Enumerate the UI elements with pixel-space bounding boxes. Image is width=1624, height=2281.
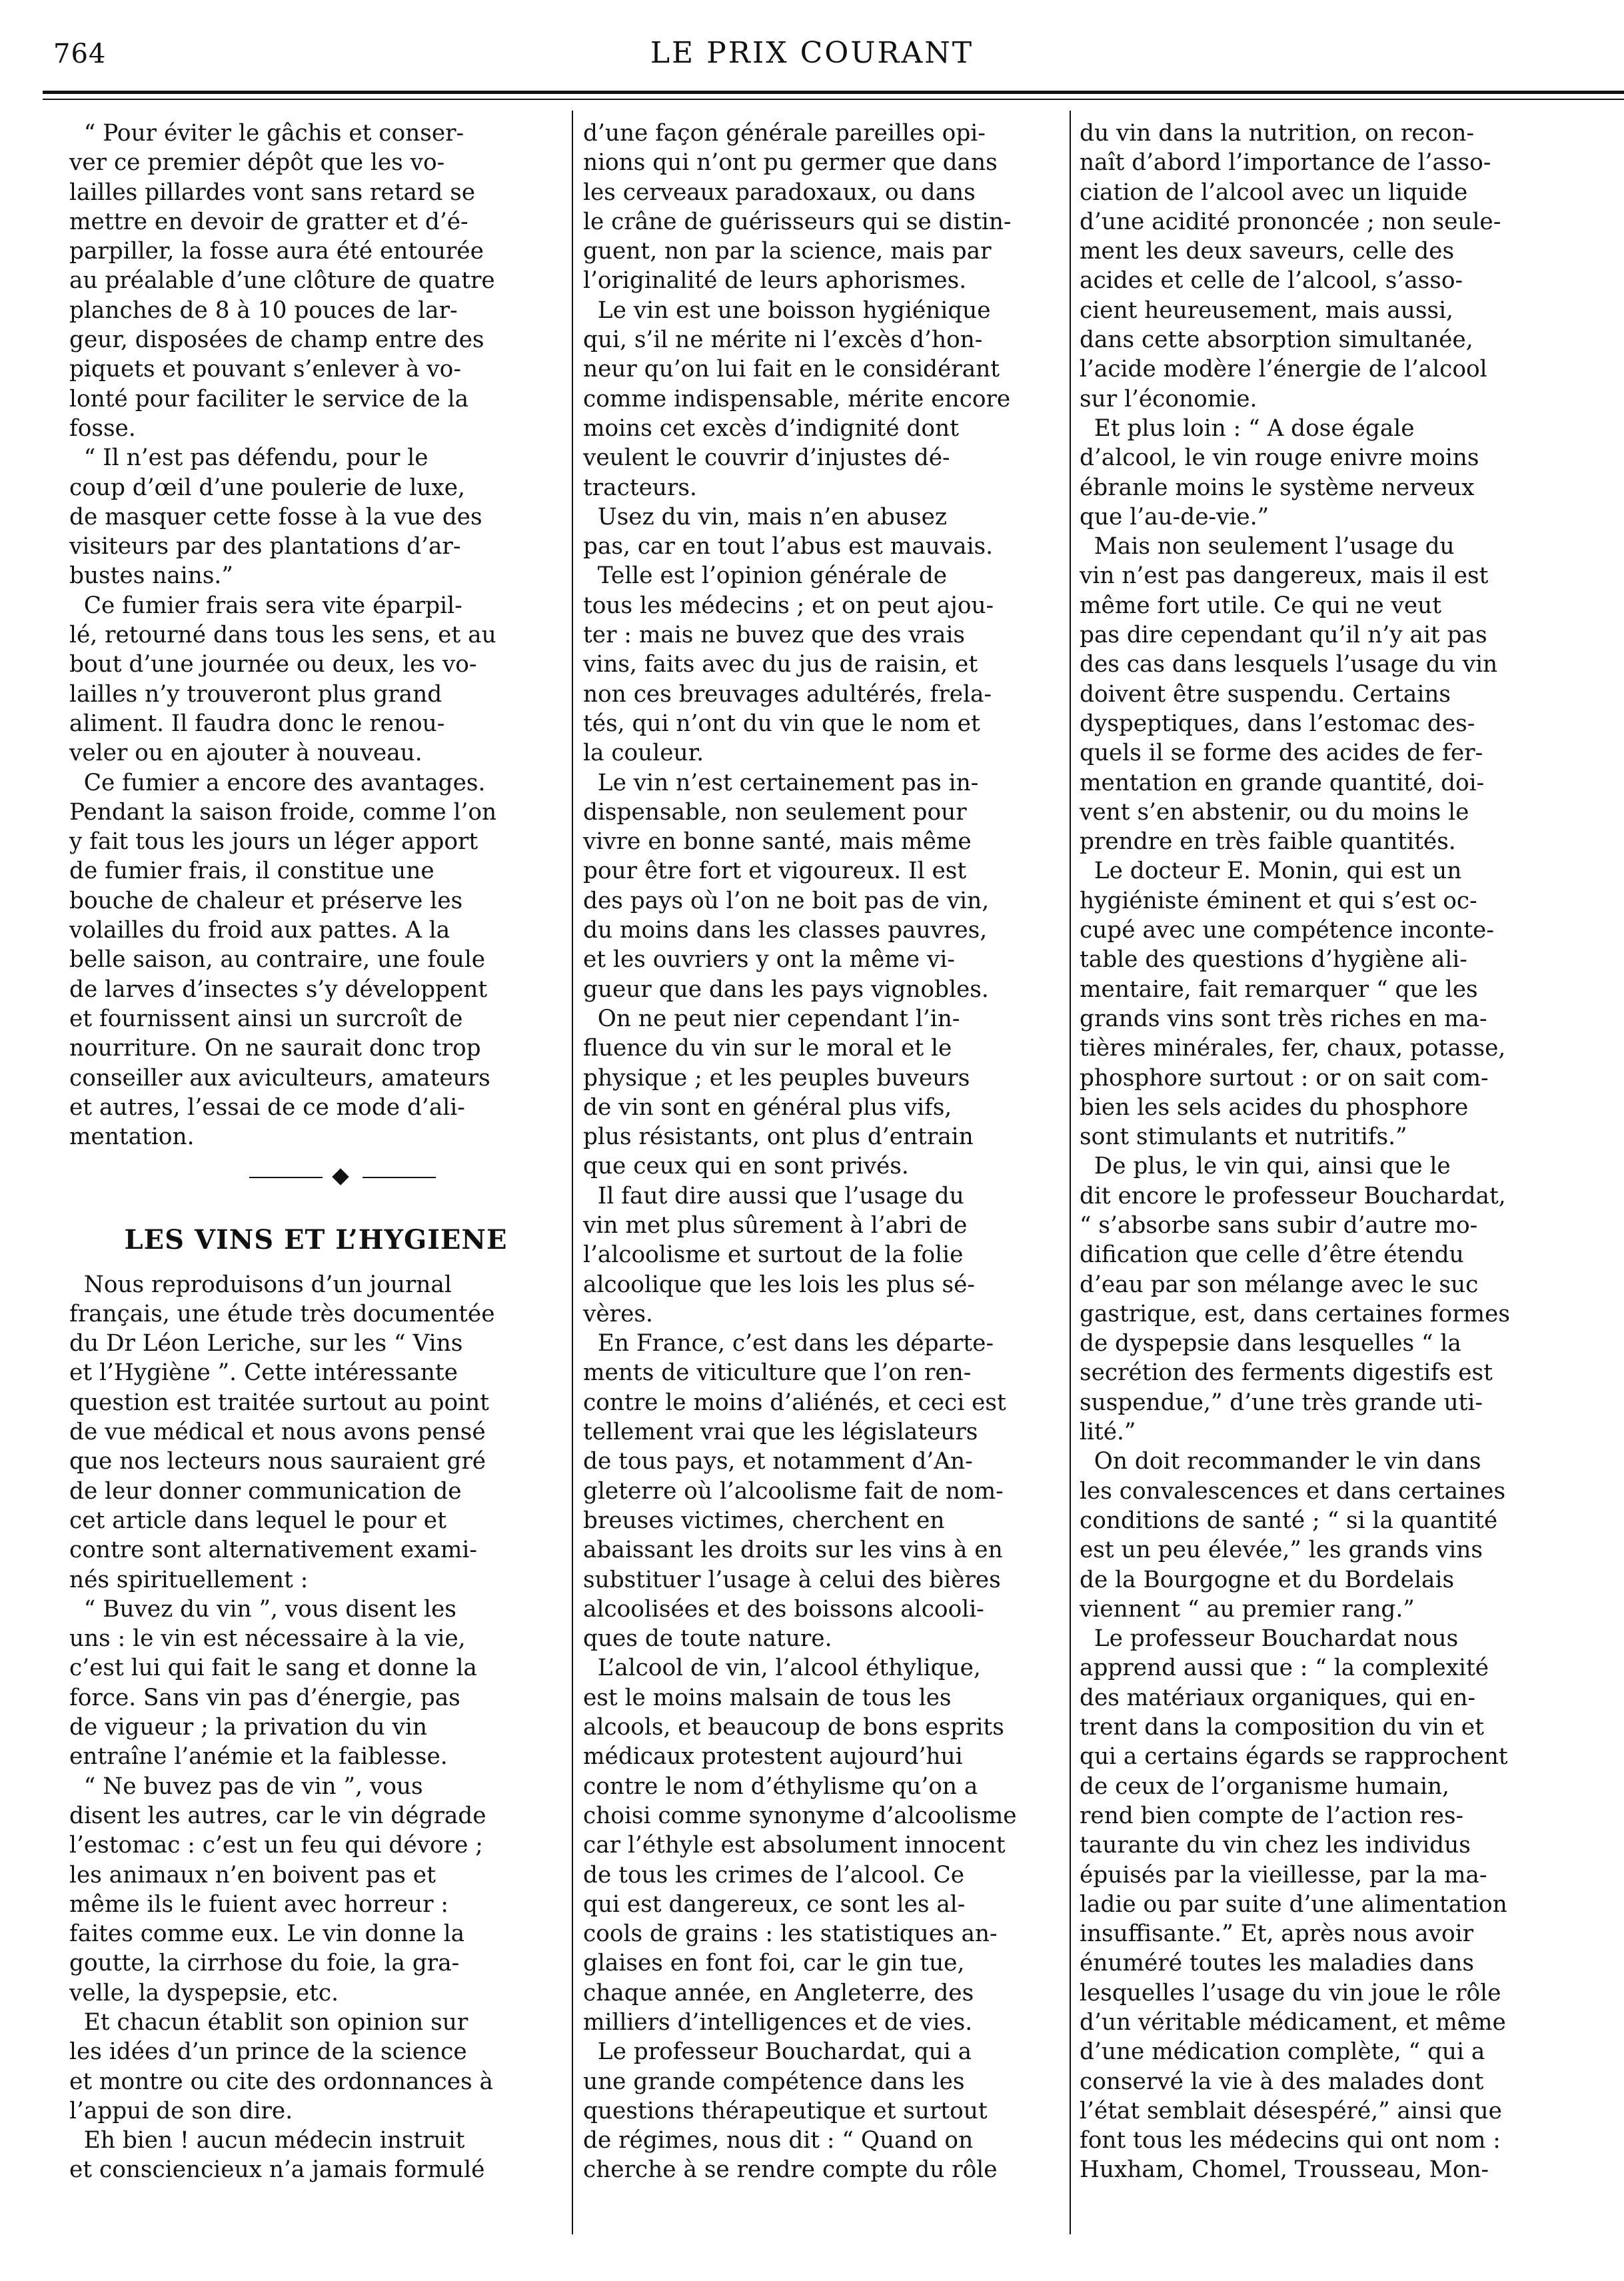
text-line: question est traitée surtout au point <box>69 1389 489 1416</box>
text-line: Le vin est une boisson hygiénique <box>583 297 991 324</box>
text-line: Il faut dire aussi que l’usage du <box>583 1182 964 1209</box>
text-line: sont stimulants et nutritifs.” <box>1080 1124 1407 1151</box>
text-line: naît d’abord l’importance de l’asso- <box>1080 149 1491 177</box>
text-line: table des questions d’hygiène ali- <box>1080 946 1467 974</box>
text-line: vivre en bonne santé, mais même <box>583 828 972 856</box>
column-divider <box>1070 111 1071 2234</box>
text-line: que nos lecteurs nous sauraient gré <box>69 1448 486 1475</box>
text-line: Ce fumier frais sera vite éparpil- <box>69 592 462 619</box>
text-line: les idées d’un prince de la science <box>69 2038 467 2066</box>
text-line: pas dire cependant qu’il n’y ait pas <box>1080 622 1487 649</box>
text-line: l’alcoolisme et surtout de la folie <box>583 1241 964 1269</box>
text-line: de régimes, nous dit : “ Quand on <box>583 2127 974 2154</box>
text-line: lesquelles l’usage du vin joue le rôle <box>1080 1979 1501 2006</box>
text-line: les animaux n’en boivent pas et <box>69 1861 436 1889</box>
text-line: substituer l’usage à celui des bières <box>583 1566 1001 1593</box>
text-line: alcoolisées et des boissons alcooli- <box>583 1595 984 1623</box>
text-line: bouche de chaleur et préserve les <box>69 887 463 914</box>
page-header <box>0 0 1624 120</box>
text-line: la couleur. <box>583 740 704 767</box>
text-line: physique ; et les peuples buveurs <box>583 1064 970 1092</box>
text-line: cools de grains : les statistiques an- <box>583 1920 998 1948</box>
text-line: d’un véritable médicament, et même <box>1080 2009 1506 2036</box>
text-line: les convalescences et dans certaines <box>1080 1477 1506 1505</box>
text-line: c’est lui qui fait le sang et donne la <box>69 1655 477 1682</box>
text-line: mentaire, fait remarquer “ que les <box>1080 976 1478 1003</box>
ornament-diamond <box>332 1169 349 1185</box>
text-line: ver ce premier dépôt que les vo- <box>69 149 445 177</box>
text-line: bien les sels acides du phosphore <box>1080 1094 1469 1121</box>
section-ornament <box>69 1151 562 1211</box>
text-line: de vigueur ; la privation du vin <box>69 1714 427 1741</box>
text-line: uns : le vin est nécessaire à la vie, <box>69 1625 466 1653</box>
text-line: Et chacun établit son opinion sur <box>69 2009 468 2036</box>
text-line: veler ou en ajouter à nouveau. <box>69 740 422 767</box>
text-line: alcools, et beaucoup de bons esprits <box>583 1714 1004 1741</box>
text-line: est le moins malsain de tous les <box>583 1684 952 1711</box>
text-line: L’alcool de vin, l’alcool éthylique, <box>583 1655 981 1682</box>
text-line: d’eau par son mélange avec le suc <box>1080 1271 1479 1298</box>
text-line: sur l’économie. <box>1080 385 1257 412</box>
text-line: belle saison, au contraire, une foule <box>69 946 486 974</box>
text-line: qui, s’il ne mérite ni l’excès d’hon- <box>583 327 983 354</box>
text-line: visiteurs par des plantations d’ar- <box>69 533 461 560</box>
text-line: de fumier frais, il constitue une <box>69 858 434 885</box>
text-line: du moins dans les classes pauvres, <box>583 917 988 944</box>
text-line: ment les deux saveurs, celle des <box>1080 238 1455 265</box>
text-line: dyspeptiques, dans l’estomac des- <box>1080 710 1475 737</box>
text-line: car l’éthyle est absolument innocent <box>583 1832 1006 1859</box>
page-number: 764 <box>53 39 107 69</box>
text-line: goutte, la cirrhose du foie, la gra- <box>69 1950 460 1977</box>
text-line: alcoolique que les lois les plus sé- <box>583 1271 975 1298</box>
text-line: aliment. Il faudra donc le renou- <box>69 710 445 737</box>
text-line: des pays où l’on ne boit pas de vin, <box>583 887 990 914</box>
text-line: breuses victimes, cherchent en <box>583 1507 945 1534</box>
section-title: LES VINS ET L’HYGIENE <box>124 1223 508 1255</box>
text-line: fluence du vin sur le moral et le <box>583 1035 952 1062</box>
text-line: viennent “ au premier rang.” <box>1080 1595 1415 1623</box>
text-line: et l’Hygiène ”. Cette intéressante <box>69 1359 458 1387</box>
column-2-text <box>583 119 1063 2185</box>
text-line: vin n’est pas dangereux, mais il est <box>1080 562 1489 590</box>
text-line: contre le nom d’éthylisme qu’on a <box>583 1773 978 1800</box>
text-line: nés spirituellement : <box>69 1566 309 1593</box>
text-line: prendre en très faible quantités. <box>1080 828 1456 856</box>
text-line: de dyspepsie dans lesquelles “ la <box>1080 1330 1461 1357</box>
column-3-text <box>1080 119 1593 2185</box>
column-1-text-bottom <box>69 1270 562 2185</box>
text-line: planches de 8 à 10 pouces de lar- <box>69 297 458 324</box>
text-line: mettre en devoir de gratter et d’é- <box>69 208 468 235</box>
column-2 <box>583 119 1063 2185</box>
text-line: trent dans la composition du vin et <box>1080 1714 1484 1741</box>
text-line: “ Pour éviter le gâchis et conser- <box>69 120 464 147</box>
text-line: de tous les crimes de l’alcool. Ce <box>583 1861 965 1889</box>
text-line: d’une façon générale pareilles opi- <box>583 120 986 147</box>
text-line: Mais non seulement l’usage du <box>1080 533 1455 560</box>
text-line: vin met plus sûrement à l’abri de <box>583 1211 968 1239</box>
text-line: des cas dans lesquels l’usage du vin <box>1080 651 1498 678</box>
text-line: insuffisante.” Et, après nous avoir <box>1080 1920 1474 1948</box>
text-line: qui a certains égards se rapprochent <box>1080 1743 1508 1771</box>
ornament-rule-left <box>249 1177 323 1178</box>
text-line: des matériaux organiques, qui en- <box>1080 1684 1476 1711</box>
text-line: conservé la vie à des malades dont <box>1080 2068 1484 2095</box>
text-line: bout d’une journée ou deux, les vo- <box>69 651 477 678</box>
text-line: médicaux protestent aujourd’hui <box>583 1743 963 1771</box>
text-line: On doit recommander le vin dans <box>1080 1448 1481 1475</box>
text-line: pas, car en tout l’abus est mauvais. <box>583 533 994 560</box>
text-line: y fait tous les jours un léger apport <box>69 828 478 856</box>
text-line: cupé avec une compétence inconte- <box>1080 917 1494 944</box>
text-line: Pendant la saison froide, comme l’on <box>69 798 497 826</box>
text-line: questions thérapeutique et surtout <box>583 2097 988 2124</box>
text-line: mentation en grande quantité, doi- <box>1080 769 1485 796</box>
text-line: neur qu’on lui fait en le considérant <box>583 356 1000 383</box>
text-line: lailles pillardes vont sans retard se <box>69 179 476 206</box>
text-line: “ Buvez du vin ”, vous disent les <box>69 1595 456 1623</box>
text-line: non ces breuvages adultérés, frela- <box>583 680 992 708</box>
text-line: “ Il n’est pas défendu, pour le <box>69 444 428 472</box>
text-line: ciation de l’alcool avec un liquide <box>1080 179 1468 206</box>
text-line: On ne peut nier cependant l’in- <box>583 1005 960 1032</box>
text-line: Telle est l’opinion générale de <box>583 562 948 590</box>
text-line: ébranle moins le système nerveux <box>1080 474 1475 501</box>
text-line: gastrique, est, dans certaines formes <box>1080 1300 1510 1327</box>
text-line: et autres, l’essai de ce mode d’ali- <box>69 1094 465 1121</box>
text-line: font tous les médecins qui ont nom : <box>1080 2127 1501 2154</box>
text-line: geur, disposées de champ entre des <box>69 327 484 354</box>
text-line: bustes nains.” <box>69 562 233 590</box>
text-line: de tous pays, et notamment d’An- <box>583 1448 973 1475</box>
text-line: choisi comme synonyme d’alcoolisme <box>583 1802 1017 1829</box>
text-line: et fournissent ainsi un surcroît de <box>69 1005 463 1032</box>
text-line: disent les autres, car le vin dégrade <box>69 1802 486 1829</box>
text-line: ments de viticulture que l’on ren- <box>583 1359 972 1387</box>
text-line: que l’au-de-vie.” <box>1080 503 1269 530</box>
text-line: épuisés par la vieillesse, par la ma- <box>1080 1861 1487 1889</box>
text-line: parpiller, la fosse aura été entourée <box>69 238 484 265</box>
text-line: vins, faits avec du jus de raisin, et <box>583 651 978 678</box>
header-rule-thick <box>43 91 1624 94</box>
text-line: milliers d’intelligences et de vies. <box>583 2009 973 2036</box>
text-line: piquets et pouvant s’enlever à vo- <box>69 356 461 383</box>
text-line: dans cette absorption simultanée, <box>1080 327 1473 354</box>
text-line: Le docteur E. Monin, qui est un <box>1080 858 1462 885</box>
text-line: de leur donner communication de <box>69 1477 462 1505</box>
text-line: pour être fort et vigoureux. Il est <box>583 858 967 885</box>
text-line: phosphore surtout : or on sait com- <box>1080 1064 1489 1092</box>
column-1 <box>69 119 562 2185</box>
text-line: “ s’absorbe sans subir d’autre mo- <box>1080 1211 1478 1239</box>
text-line: entraîne l’anémie et la faiblesse. <box>69 1743 448 1771</box>
text-line: force. Sans vin pas d’énergie, pas <box>69 1684 460 1711</box>
text-line: fosse. <box>69 414 136 442</box>
text-line: De plus, le vin qui, ainsi que le <box>1080 1153 1451 1180</box>
header-rule-thin <box>43 99 1624 100</box>
text-line: cet article dans lequel le pour et <box>69 1507 446 1534</box>
text-line: même fort utile. Ce qui ne veut <box>1080 592 1442 619</box>
text-line: ter : mais ne buvez que des vrais <box>583 622 966 649</box>
text-line: est un peu élevée,” les grands vins <box>1080 1537 1483 1564</box>
text-line: veulent le couvrir d’injustes dé- <box>583 444 950 472</box>
text-line: ladie ou par suite d’une alimentation <box>1080 1891 1507 1918</box>
text-line: tous les médecins ; et on peut ajou- <box>583 592 994 619</box>
text-line: dification que celle d’être étendu <box>1080 1241 1464 1269</box>
text-line: En France, c’est dans les départe- <box>583 1330 994 1357</box>
ornament-rule-right <box>363 1177 436 1178</box>
column-3 <box>1080 119 1593 2185</box>
text-line: dit encore le professeur Bouchardat, <box>1080 1182 1506 1209</box>
text-line: rend bien compte de l’action res- <box>1080 1802 1464 1829</box>
text-line: cherche à se rendre compte du rôle <box>583 2156 998 2184</box>
text-line: les cerveaux paradoxaux, ou dans <box>583 179 976 206</box>
text-line: velle, la dyspepsie, etc. <box>69 1979 339 2006</box>
text-line: l’acide modère l’énergie de l’alcool <box>1080 356 1487 383</box>
text-line: du Dr Léon Leriche, sur les “ Vins <box>69 1330 463 1357</box>
text-line: de vin sont en général plus vifs, <box>583 1094 952 1121</box>
text-line: contre le moins d’aliénés, et ceci est <box>583 1389 1006 1416</box>
text-line: suspendue,” d’une très grande uti- <box>1080 1389 1483 1416</box>
text-line: l’estomac : c’est un feu qui dévore ; <box>69 1832 483 1859</box>
text-line: doivent être suspendu. Certains <box>1080 680 1451 708</box>
text-line: moins cet excès d’indignité dont <box>583 414 959 442</box>
text-line: conseiller aux aviculteurs, amateurs <box>69 1064 490 1092</box>
text-line: “ Ne buvez pas de vin ”, vous <box>69 1773 423 1800</box>
column-divider <box>572 111 573 2234</box>
text-line: abaissant les droits sur les vins à en <box>583 1537 1003 1564</box>
text-line: du vin dans la nutrition, on recon- <box>1080 120 1475 147</box>
text-line: le crâne de guérisseurs qui se distin- <box>583 208 1012 235</box>
text-line: Huxham, Chomel, Trousseau, Mon- <box>1080 2156 1489 2184</box>
text-line: acides et celle de l’alcool, s’asso- <box>1080 267 1463 295</box>
text-line: lé, retourné dans tous les sens, et au <box>69 622 496 649</box>
text-line: une grande compétence dans les <box>583 2068 965 2095</box>
text-line: de vue médical et nous avons pensé <box>69 1419 486 1446</box>
text-line: secrétion des ferments digestifs est <box>1080 1359 1493 1387</box>
text-line: quels il se forme des acides de fer- <box>1080 740 1483 767</box>
text-line: cient heureusement, mais aussi, <box>1080 297 1453 324</box>
text-line: hygiéniste éminent et qui s’est oc- <box>1080 887 1477 914</box>
text-line: même ils le fuient avec horreur : <box>69 1891 448 1918</box>
text-line: au préalable d’une clôture de quatre <box>69 267 495 295</box>
text-line: qui est dangereux, ce sont les al- <box>583 1891 966 1918</box>
text-line: guent, non par la science, mais par <box>583 238 992 265</box>
text-line: que ceux qui en sont privés. <box>583 1153 909 1180</box>
text-line: d’une acidité prononcée ; non seule- <box>1080 208 1501 235</box>
text-line: Nous reproduisons d’un journal <box>69 1271 452 1298</box>
text-line: faites comme eux. Le vin donne la <box>69 1920 465 1948</box>
text-line: vères. <box>583 1300 653 1327</box>
text-line: Le vin n’est certainement pas in- <box>583 769 979 796</box>
text-line: et consciencieux n’a jamais formulé <box>69 2156 485 2184</box>
text-line: conditions de santé ; “ si la quantité <box>1080 1507 1498 1534</box>
text-line: comme indispensable, mérite encore <box>583 385 1011 412</box>
text-line: plus résistants, ont plus d’entrain <box>583 1124 974 1151</box>
text-line: et les ouvriers y ont la même vi- <box>583 946 955 974</box>
text-line: l’état semblait désespéré,” ainsi que <box>1080 2097 1502 2124</box>
text-line: tières minérales, fer, chaux, potasse, <box>1080 1035 1506 1062</box>
text-line: apprend aussi que : “ la complexité <box>1080 1655 1489 1682</box>
text-line: l’originalité de leurs aphorismes. <box>583 267 967 295</box>
text-line: tracteurs. <box>583 474 697 501</box>
text-line: et montre ou cite des ordonnances à <box>69 2068 493 2095</box>
text-line: d’alcool, le vin rouge enivre moins <box>1080 444 1479 472</box>
text-line: de la Bourgogne et du Bordelais <box>1080 1566 1455 1593</box>
text-line: ques de toute nature. <box>583 1625 832 1653</box>
text-line: français, une étude très documentée <box>69 1300 495 1327</box>
text-line: volailles du froid aux pattes. A la <box>69 917 450 944</box>
text-line: de ceux de l’organisme humain, <box>1080 1773 1449 1800</box>
text-line: contre sont alternativement exami- <box>69 1537 477 1564</box>
text-line: grands vins sont très riches en ma- <box>1080 1005 1487 1032</box>
text-line: Et plus loin : “ A dose égale <box>1080 414 1415 442</box>
text-line: lité.” <box>1080 1419 1136 1446</box>
text-line: taurante du vin chez les individus <box>1080 1832 1471 1859</box>
text-line: gleterre où l’alcoolisme fait de nom- <box>583 1477 1004 1505</box>
text-line: Usez du vin, mais n’en abusez <box>583 503 947 530</box>
text-line: l’appui de son dire. <box>69 2097 293 2124</box>
column-1-text-top <box>69 119 562 1151</box>
text-line: Eh bien ! aucun médecin instruit <box>69 2127 465 2154</box>
text-line: lonté pour faciliter le service de la <box>69 385 469 412</box>
text-line: mentation. <box>69 1124 195 1151</box>
text-line: lailles n’y trouveront plus grand <box>69 680 442 708</box>
text-line: tés, qui n’ont du vin que le nom et <box>583 710 980 737</box>
text-line: Ce fumier a encore des avantages. <box>69 769 486 796</box>
text-line: dispensable, non seulement pour <box>583 798 967 826</box>
text-line: énuméré toutes les maladies dans <box>1080 1950 1474 1977</box>
text-line: chaque année, en Angleterre, des <box>583 1979 974 2006</box>
text-line: glaises en font foi, car le gin tue, <box>583 1950 965 1977</box>
text-line: Le professeur Bouchardat, qui a <box>583 2038 972 2066</box>
text-line: coup d’œil d’une poulerie de luxe, <box>69 474 465 501</box>
text-line: de masquer cette fosse à la vue des <box>69 503 482 530</box>
text-line: nourriture. On ne saurait donc trop <box>69 1035 481 1062</box>
running-head: LE PRIX COURANT <box>650 36 974 70</box>
text-line: d’une médication complète, “ qui a <box>1080 2038 1485 2066</box>
text-line: de larves d’insectes s’y développent <box>69 976 488 1003</box>
text-line: vent s’en abstenir, ou du moins le <box>1080 798 1469 826</box>
text-line: Le professeur Bouchardat nous <box>1080 1625 1459 1653</box>
text-line: tellement vrai que les législateurs <box>583 1419 978 1446</box>
text-line: nions qui n’ont pu germer que dans <box>583 149 998 177</box>
text-line: gueur que dans les pays vignobles. <box>583 976 989 1003</box>
